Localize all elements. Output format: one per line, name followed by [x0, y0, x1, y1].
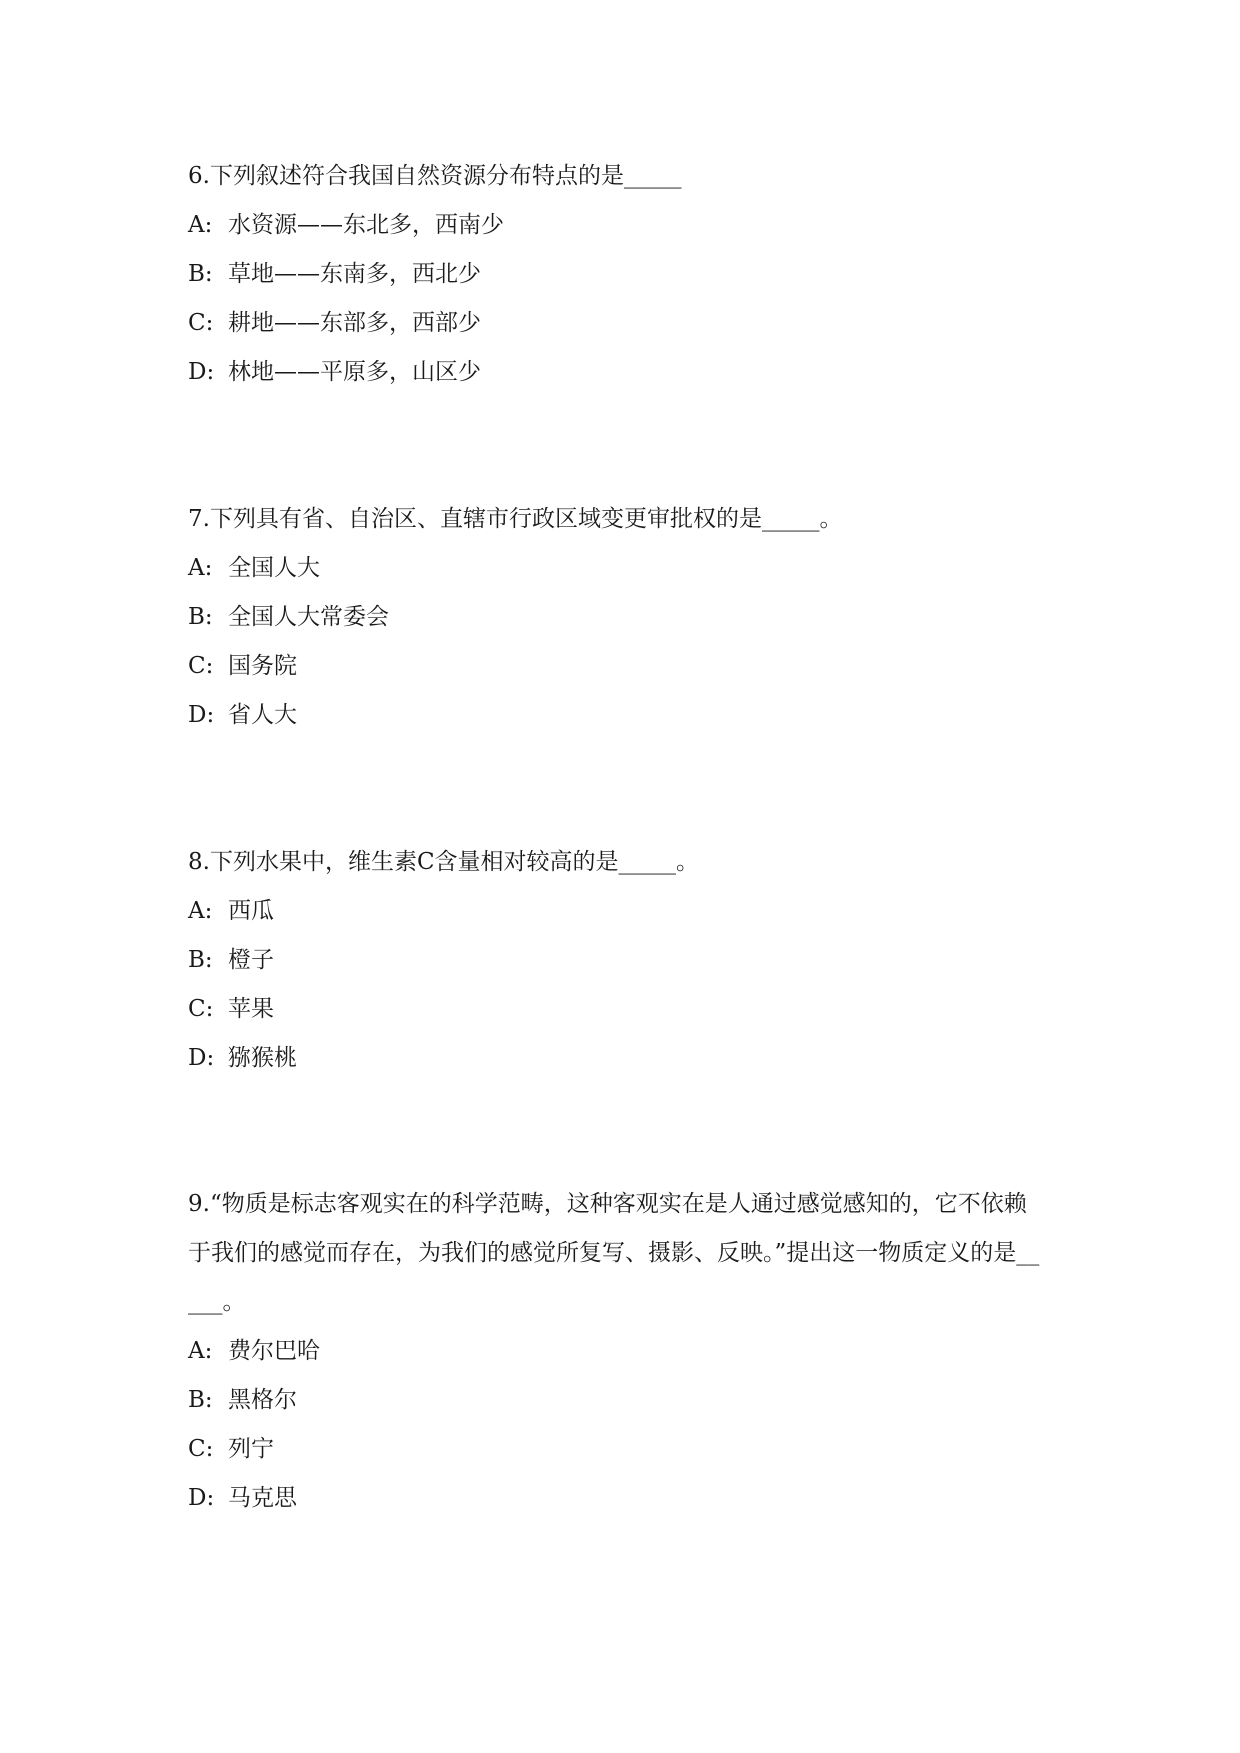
option-letter: B: — [188, 604, 213, 630]
option-d — [188, 1474, 1048, 1523]
option-letter: D: — [188, 359, 215, 385]
question-9 — [188, 1180, 1048, 1523]
option-text: 黑格尔 — [228, 1387, 297, 1413]
option-b — [188, 250, 1048, 299]
option-c — [188, 299, 1048, 348]
option-c — [188, 642, 1048, 691]
option-d — [188, 691, 1048, 740]
option-text: 苹果 — [228, 996, 274, 1022]
question-8 — [188, 838, 1048, 1083]
option-text: 林地——平原多，山区少 — [228, 359, 481, 385]
question-stem: 6.下列叙述符合我国自然资源分布特点的是_____ — [188, 163, 682, 189]
option-letter: B: — [188, 947, 213, 973]
option-text: 水资源——东北多，西南少 — [228, 212, 504, 238]
option-text: 全国人大 — [228, 555, 320, 581]
option-letter: A: — [188, 555, 213, 581]
option-letter: C: — [188, 310, 214, 336]
option-letter: B: — [188, 261, 213, 287]
option-b — [188, 593, 1048, 642]
option-letter: B: — [188, 1387, 213, 1413]
question-6 — [188, 152, 1048, 397]
option-letter: C: — [188, 1436, 214, 1462]
option-letter: D: — [188, 702, 215, 728]
option-b — [188, 1376, 1048, 1425]
question-stem: 9.“物质是标志客观实在的科学范畴，这种客观实在是人通过感觉感知的，它不依赖于我们的感觉而存在，为我们的感觉所复写、摄影、反映。”提出这一物质定义的是_____。 — [188, 1191, 1040, 1315]
question-7 — [188, 495, 1048, 740]
option-d — [188, 348, 1048, 397]
option-letter: C: — [188, 996, 214, 1022]
option-c — [188, 985, 1048, 1034]
option-a — [188, 1327, 1048, 1376]
option-text: 草地——东南多，西北少 — [228, 261, 481, 287]
option-letter: C: — [188, 653, 214, 679]
option-text: 费尔巴哈 — [228, 1338, 320, 1364]
option-letter: D: — [188, 1485, 215, 1511]
option-c — [188, 1425, 1048, 1474]
option-text: 橙子 — [228, 947, 274, 973]
option-b — [188, 936, 1048, 985]
option-d — [188, 1034, 1048, 1083]
option-a — [188, 887, 1048, 936]
option-letter: A: — [188, 1338, 213, 1364]
option-a — [188, 201, 1048, 250]
option-letter: A: — [188, 898, 213, 924]
option-text: 国务院 — [228, 653, 297, 679]
question-stem: 8.下列水果中，维生素C含量相对较高的是_____。 — [188, 849, 700, 875]
option-text: 耕地——东部多，西部少 — [228, 310, 481, 336]
option-text: 马克思 — [228, 1485, 297, 1511]
option-letter: D: — [188, 1045, 215, 1071]
option-text: 省人大 — [228, 702, 297, 728]
option-a — [188, 544, 1048, 593]
option-text: 全国人大常委会 — [228, 604, 389, 630]
option-text: 西瓜 — [228, 898, 274, 924]
option-text: 列宁 — [228, 1436, 274, 1462]
option-text: 猕猴桃 — [228, 1045, 297, 1071]
question-stem: 7.下列具有省、自治区、直辖市行政区域变更审批权的是_____。 — [188, 506, 843, 532]
option-letter: A: — [188, 212, 213, 238]
